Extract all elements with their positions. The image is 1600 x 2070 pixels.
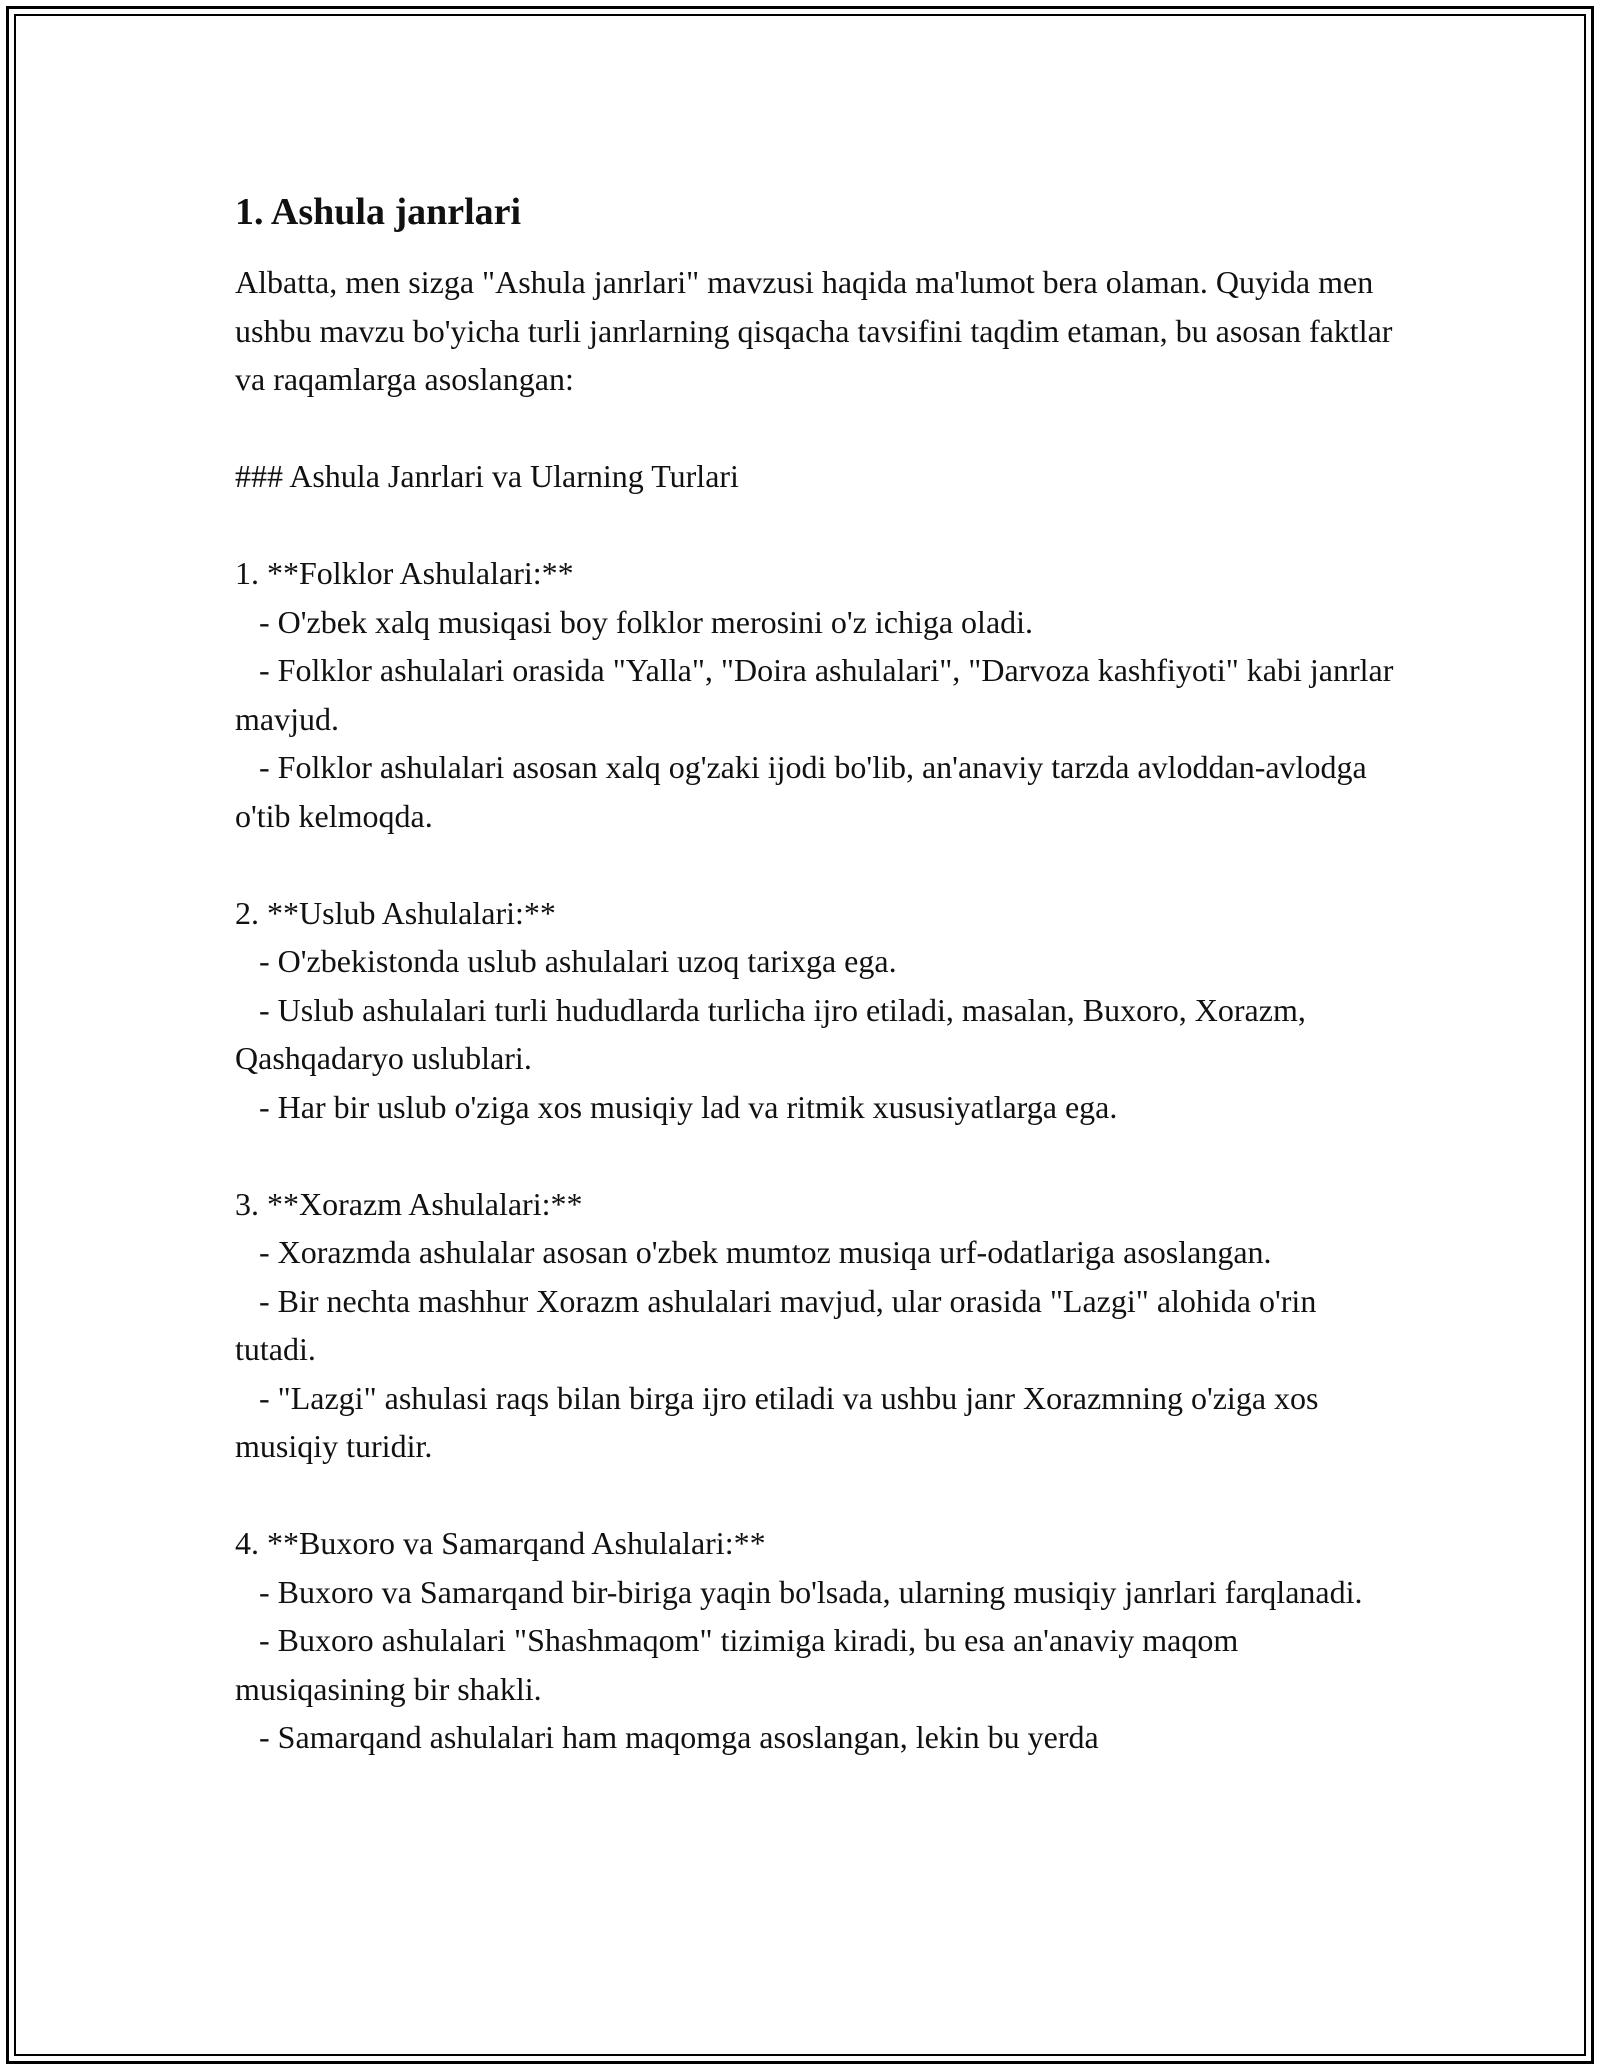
item-bullet: - Buxoro va Samarqand bir-biriga yaqin bo'lsada, ularning musiqiy janrlari farqlanadi. xyxy=(235,1573,1363,1610)
item-heading: 4. **Buxoro va Samarqand Ashulalari:** xyxy=(235,1525,766,1561)
item-bullet: - Xorazmda ashulalar asosan o'zbek mumtoz musiqa urf-odatlariga asoslangan. xyxy=(235,1234,1272,1270)
item-heading: 1. **Folklor Ashulalari:** xyxy=(235,555,574,591)
spacer xyxy=(235,501,1395,550)
spacer xyxy=(235,1131,1395,1180)
spacer xyxy=(235,840,1395,889)
item-heading: 3. **Xorazm Ashulalari:** xyxy=(235,1185,583,1222)
document-body xyxy=(235,188,1402,1762)
intro-paragraph: Albatta, men sizga "Ashula janrlari" mavzusi haqida ma'lumot bera olaman. Quyida men ushbu mavzu bo'yicha turli janrlarning qisqacha tavsifini taqdim etaman, bu asosan faktlar va raqamlarga asoslangan: xyxy=(235,264,1393,397)
spacer xyxy=(235,1471,1395,1520)
section-heading: ### Ashula Janrlari va Ularning Turlari xyxy=(235,458,739,494)
item-bullet: - Har bir uslub o'ziga xos musiqiy lad va ritmik xususiyatlarga ega. xyxy=(235,1088,1118,1125)
item-heading: 2. **Uslub Ashulalari:** xyxy=(235,894,556,931)
item-bullet: - Uslub ashulalari turli hududlarda turlicha ijro etiladi, masalan, Buxoro, Xorazm, Qashqadaryo uslublari. xyxy=(235,991,1314,1076)
list-item xyxy=(235,549,1402,840)
item-bullet: - Folklor ashulalari asosan xalq og'zaki ijodi bo'lib, an'anaviy tarzda avloddan-avlodga o'tib kelmoqda. xyxy=(235,749,1375,834)
item-bullet: - Buxoro ashulalari "Shashmaqom" tizimiga kiradi, bu esa an'anaviy maqom musiqasining bir shakli. xyxy=(235,1622,1247,1707)
list-item xyxy=(235,1180,1395,1471)
item-bullet: - Bir nechta mashhur Xorazm ashulalari mavjud, ular orasida "Lazgi" alohida o'rin tutadi. xyxy=(235,1282,1325,1367)
item-bullet: - O'zbek xalq musiqasi boy folklor merosini o'z ichiga oladi. xyxy=(235,603,1034,640)
item-bullet: - Samarqand ashulalari ham maqomga asoslangan, lekin bu yerda xyxy=(235,1719,1099,1755)
item-bullet: - "Lazgi" ashulasi raqs bilan birga ijro etiladi va ushbu janr Xorazmning o'ziga xos musiqiy turidir. xyxy=(235,1379,1327,1464)
item-bullet: - O'zbekistonda uslub ashulalari uzoq tarixga ega. xyxy=(235,943,897,979)
list-item xyxy=(235,889,1395,1132)
item-bullet: - Folklor ashulalari orasida "Yalla", "Doira ashulalari", "Darvoza kashfiyoti" kabi janrlar mavjud. xyxy=(235,652,1402,737)
list-item xyxy=(235,1519,1395,1762)
spacer xyxy=(235,404,1395,453)
document-title: 1. Ashula janrlari xyxy=(235,191,522,233)
